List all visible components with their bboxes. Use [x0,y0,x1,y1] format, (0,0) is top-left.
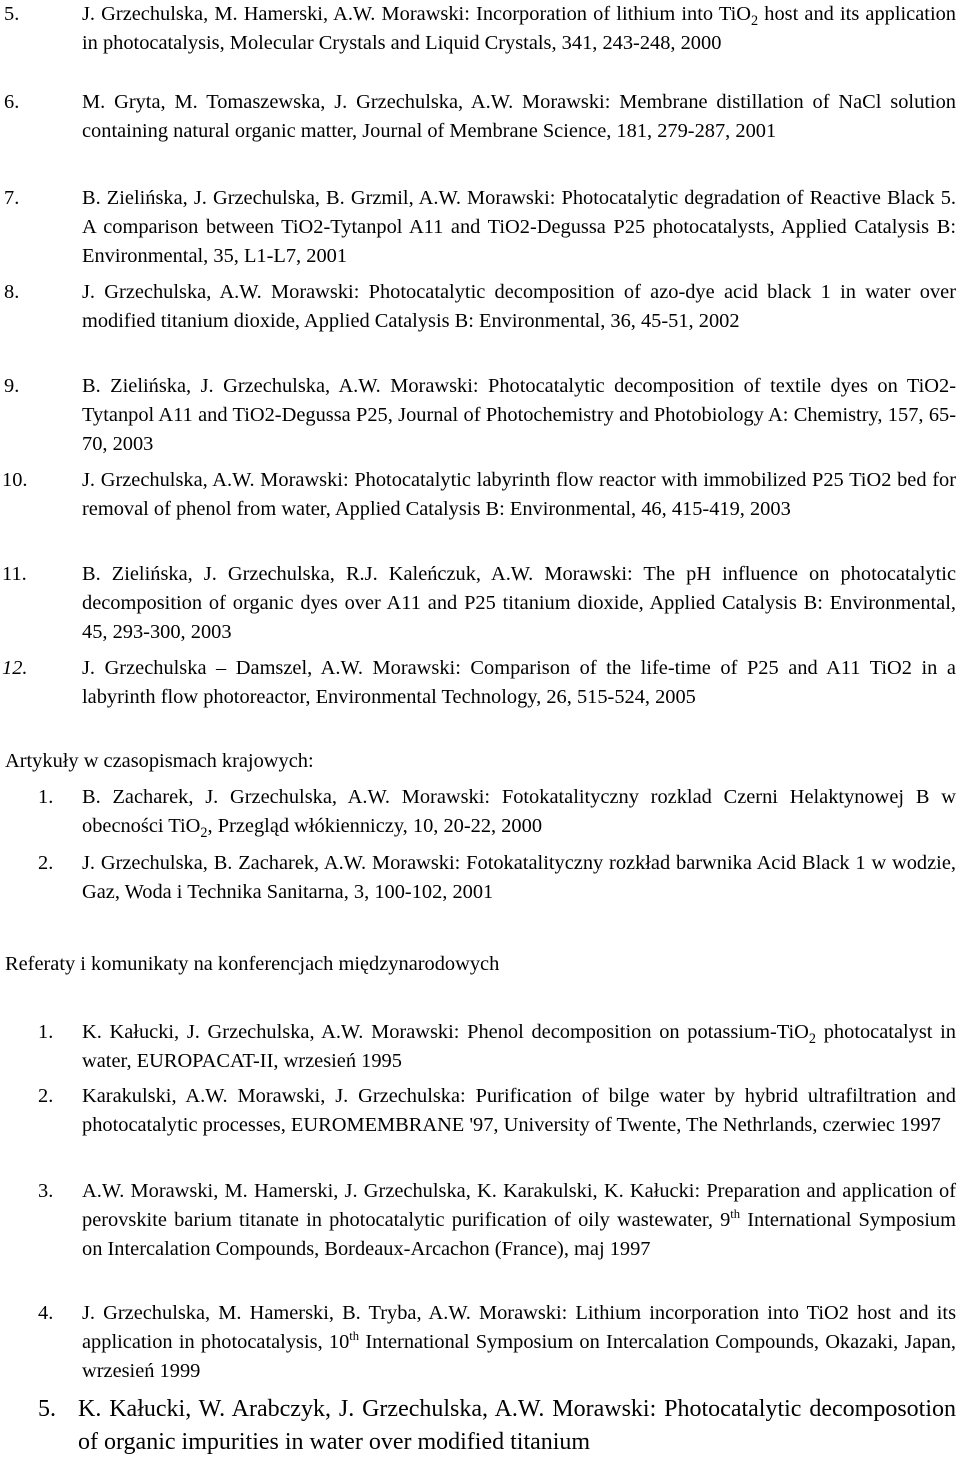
list-item [0,654,956,712]
item-number: 10. [2,469,28,491]
item-number: 1. [38,1021,54,1043]
item-number: 5. [38,1396,56,1422]
list-item [0,184,956,271]
item-text: J. Grzechulska, B. Zacharek, A.W. Morawski: Fotokatalityczny rozkład barwnika Acid Black 1 w wodzie, Gaz, Woda i Technika Sanitarna, 3, 100-102, 2001 [82,852,956,903]
item-text: Karakulski, A.W. Morawski, J. Grzechulska: Purification of bilge water by hybrid ultrafiltration and photocatalytic processes, EUROMEMBRANE '97, University of Twente, The Nethrlands, czerwiec 1997 [82,1085,956,1136]
item-text: J. Grzechulska, A.W. Morawski: Photocatalytic decomposition of azo-dye acid black 1 in water over modified titanium dioxide, Applied Catalysis B: Environmental, 36, 45-51, 2002 [82,281,956,332]
list-item [0,1018,956,1076]
list-item [0,466,956,524]
item-text: M. Gryta, M. Tomaszewska, J. Grzechulska, A.W. Morawski: Membrane distillation of NaCl solution containing natural organic matter, Journal of Membrane Science, 181, 279-287, 2001 [82,91,956,142]
item-text: K. Kałucki, J. Grzechulska, A.W. Morawski: Phenol decomposition on potassium-TiO$_2$ photocatalyst in water, EUROPACAT-II, wrzesień 1995 [82,1021,956,1072]
list-item [0,1299,956,1386]
item-number: 11. [2,563,27,585]
item-number: 3. [38,1180,54,1202]
item-number: 2. [38,852,54,874]
list-item [0,0,956,58]
item-number: 9. [4,375,20,397]
list-item [0,1393,956,1459]
item-text: K. Kałucki, W. Arabczyk, J. Grzechulska, A.W. Morawski: Photocatalytic decomposotion of organic impurities in water over modified titanium [78,1396,956,1455]
item-text: J. Grzechulska, A.W. Morawski: Photocatalytic labyrinth flow reactor with immobilized P25 TiO2 bed for removal of phenol from water, Applied Catalysis B: Environmental, 46, 415-419, 2003 [82,469,956,520]
list-item [0,1177,956,1264]
item-number: 12. [2,657,28,679]
item-text: B. Zielińska, J. Grzechulska, B. Grzmil, A.W. Morawski: Photocatalytic degradation of Reactive Black 5. A comparison between TiO2-Tytanpol A11 and TiO2-Degussa P25 photocatalysts, Applied Catalysis B: Environmental, 35, L1-L7, 2001 [82,187,956,267]
item-number: 7. [4,187,20,209]
list-item [0,560,956,647]
item-text: B. Zacharek, J. Grzechulska, A.W. Morawski: Fotokatalityczny rozklad Czerni Helaktynowej B w obecności TiO$_2$, Przegląd włókienniczy, 10, 20-22, 2000 [82,786,956,842]
list-item [0,372,956,459]
list-item [0,278,956,336]
item-number: 2. [38,1085,54,1107]
item-number: 5. [4,3,20,25]
section-heading-domestic: Artykuły w czasopismach krajowych: [5,750,314,772]
list-item [0,849,956,907]
list-item [0,88,956,146]
item-text: J. Grzechulska, M. Hamerski, B. Tryba, A.W. Morawski: Lithium incorporation into TiO2 host and its application in photocatalysis, 10th International Symposium on Intercalation Compounds, Okazaki, Japan, wrzesień 1999 [82,1302,956,1382]
item-text: A.W. Morawski, M. Hamerski, J. Grzechulska, K. Karakulski, K. Kałucki: Preparation and application of perovskite barium titanate in photocatalytic purification of oily wastewater, 9th International Symposium on Intercalation Compounds, Bordeaux-Arcachon (France), maj 1997 [82,1180,956,1260]
item-number: 8. [4,281,20,303]
list-item [0,783,956,841]
item-text: J. Grzechulska – Damszel, A.W. Morawski: Comparison of the life-time of P25 and A11 TiO2 in a labyrinth flow photoreactor, Environmental Technology, 26, 515-524, 2005 [82,657,956,708]
item-text: B. Zielińska, J. Grzechulska, R.J. Kaleńczuk, A.W. Morawski: The pH influence on photocatalytic decomposition of organic dyes over A11 and P25 titanium dioxide, Applied Catalysis B: Environmental, 45, 293-300, 2003 [82,563,956,643]
item-text: B. Zielińska, J. Grzechulska, A.W. Morawski: Photocatalytic decomposition of textile dyes on TiO2-Tytanpol A11 and TiO2-Degussa P25, Journal of Photochemistry and Photobiology A: Chemistry, 157, 65-70, 2003 [82,375,956,455]
item-number: 6. [4,91,20,113]
section-heading-conferences: Referaty i komunikaty na konferencjach międzynarodowych [5,953,500,975]
item-text: J. Grzechulska, M. Hamerski, A.W. Morawski: Incorporation of lithium into TiO$_2$ host and its application in photocatalysis, Molecular Crystals and Liquid Crystals, 341, 243-248, 2000 [82,3,957,54]
list-item [0,1082,956,1140]
item-number: 4. [38,1302,54,1324]
item-number: 1. [38,786,54,808]
